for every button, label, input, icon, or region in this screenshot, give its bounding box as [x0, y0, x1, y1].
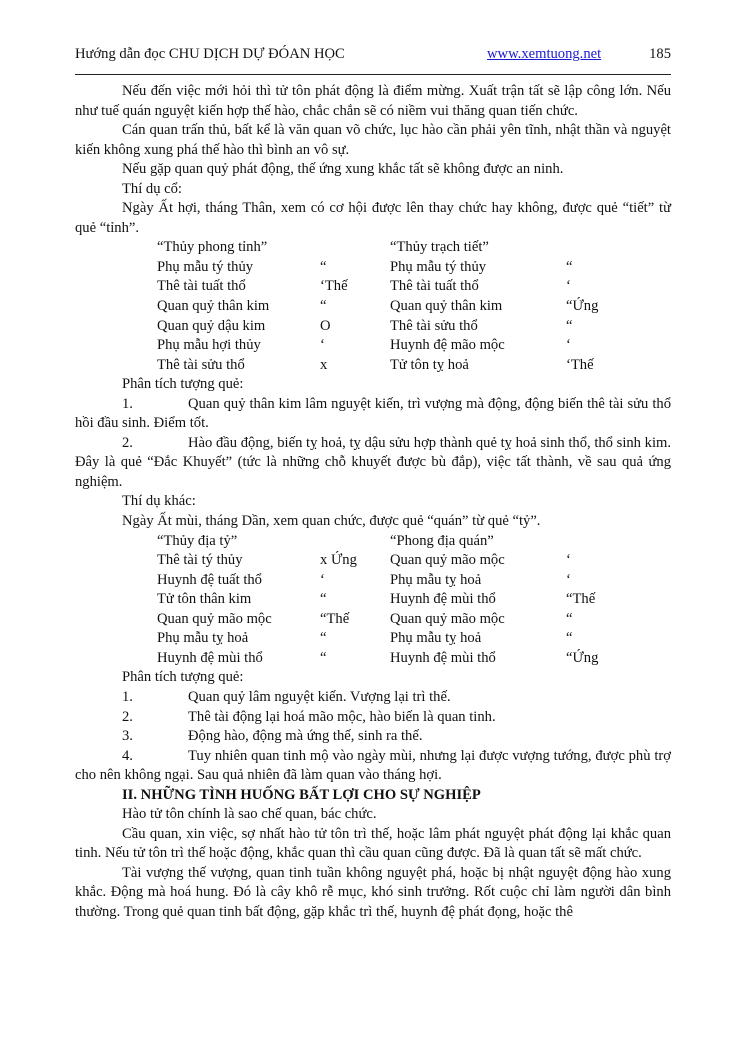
left-line-mark: “	[320, 298, 327, 315]
right-line-label: Quan quỷ thân kim	[390, 298, 503, 315]
hexagram-table	[75, 258, 671, 375]
analysis-item	[75, 395, 671, 434]
item-text: Hào đầu động, biến tỵ hoả, tỵ dậu sửu hợp thành quẻ tỵ hoả sinh thổ, thổ sinh kim. Đây là quẻ “Đắc Khuyết” (tức là những chỗ khuyết được bù đắp), việc tất thành, về sau quả ứng nghiệm.	[75, 434, 671, 490]
right-line-label: Thê tài tuất thổ	[390, 278, 479, 295]
right-line-label: Tử tôn tỵ hoả	[390, 356, 469, 373]
right-line-mark: “Thế	[566, 591, 596, 608]
table-row	[75, 551, 671, 571]
table-row	[75, 571, 671, 591]
right-line-label: Thê tài sửu thổ	[390, 317, 478, 334]
left-line-label: Phụ mẫu tỵ hoả	[157, 630, 249, 647]
left-line-mark: “	[320, 630, 327, 647]
item-number: 4.	[122, 747, 133, 764]
page-body	[75, 82, 671, 923]
left-line-mark: “	[320, 649, 327, 666]
right-line-label: Phụ mẫu tỵ hoả	[390, 571, 482, 588]
left-line-label: Tử tôn thân kim	[157, 591, 252, 608]
right-line-mark: ‘	[566, 552, 571, 569]
right-hexagram-title: “Thủy trạch tiết”	[390, 239, 489, 256]
right-line-mark: “	[566, 610, 573, 627]
table-row	[75, 336, 671, 356]
paragraph: Cán quan trấn thủ, bất kể là văn quan võ chức, lục hào cần phải yên tĩnh, nhật thần và nguyệt kiến không xung phá thế hào thì bình an vô sự.	[75, 122, 671, 158]
book-title: Hướng dẫn đọc CHU DỊCH DỰ ĐÓAN HỌC	[75, 46, 345, 62]
left-hexagram-title: “Thủy địa tỷ”	[157, 532, 238, 549]
left-line-mark: x Ứng	[320, 552, 357, 569]
table-row	[75, 629, 671, 649]
left-line-label: Quan quỷ dậu kim	[157, 317, 266, 334]
item-number: 3.	[122, 728, 133, 745]
left-line-label: Thê tài tuất thổ	[157, 278, 246, 295]
section-heading: II. NHỮNG TÌNH HUỐNG BẤT LỢI CHO SỰ NGHIỆP	[122, 786, 481, 803]
example-label: Thí dụ khác:	[122, 493, 196, 510]
analysis-item	[75, 688, 671, 708]
item-number: 2.	[122, 708, 133, 725]
right-line-mark: “	[566, 317, 573, 334]
left-hexagram-title: “Thủy phong tỉnh”	[157, 239, 268, 256]
left-line-mark: ‘	[320, 571, 325, 588]
analysis-item	[75, 708, 671, 728]
item-number: 2.	[122, 434, 133, 451]
left-line-label: Quan quỷ thân kim	[157, 298, 270, 315]
left-line-label: Quan quỷ mão mộc	[157, 610, 272, 627]
analysis-item	[75, 747, 671, 786]
left-line-mark: ‘	[320, 337, 325, 354]
table-row	[75, 356, 671, 376]
left-line-label: Huynh đệ mùi thổ	[157, 649, 263, 666]
left-line-mark: x	[320, 356, 328, 373]
right-line-mark: “Ứng	[566, 649, 599, 666]
table-row	[75, 610, 671, 630]
right-line-mark: ‘	[566, 278, 571, 295]
right-line-mark: “	[566, 630, 573, 647]
analysis-item	[75, 434, 671, 493]
table-row	[75, 258, 671, 278]
left-line-label: Thê tài sửu thổ	[157, 356, 245, 373]
item-text: Tuy nhiên quan tinh mộ vào ngày mùi, nhưng lại được vượng tướng, được phù trợ cho nên không ngại. Sau quả nhiên đã làm quan vào tháng hợi.	[75, 747, 671, 784]
item-text: Quan quỷ thân kim lâm nguyệt kiến, trì vượng mà động, động biến thê tài sửu thổ hồi đầu sinh. Điểm tốt.	[75, 395, 671, 432]
item-number: 1.	[122, 395, 133, 412]
left-line-label: Phụ mẫu hợi thủy	[157, 337, 261, 354]
table-row	[75, 317, 671, 337]
left-line-mark: O	[320, 317, 331, 334]
paragraph: Nếu đến việc mới hỏi thì tử tôn phát động là điểm mừng. Xuất trận tất sẽ lập công lớn. Nếu như tuế quán nguyệt kiến hợp thế hào, chắc chắn sẽ có niềm vui thăng quan tiến chức.	[75, 83, 671, 119]
left-line-label: Thê tài tý thủy	[157, 552, 243, 569]
right-line-label: Quan quỷ mão mộc	[390, 610, 505, 627]
paragraph: Tài vượng thế vượng, quan tinh tuần không nguyệt phá, hoặc bị nhật nguyệt động hào xung khắc. Động mà hoá hung. Đó là cây khô rễ mục, khó sinh trưởng. Rốt cuộc chỉ làm người dân bình thường. Trong quẻ quan tinh bất động, gặp khắc trì thế, huynh đệ phát đọng, hoặc thê	[75, 864, 671, 920]
right-line-label: Huynh đệ mão mộc	[390, 337, 505, 354]
table-row	[75, 277, 671, 297]
hexagram-table	[75, 551, 671, 668]
left-line-mark: “	[320, 258, 327, 275]
paragraph: Cầu quan, xin việc, sợ nhất hào tử tôn trì thế, hoặc lâm phát nguyệt phát động lại khắc quan tinh. Nếu tử tôn trì thế hoặc động, khắc quan thì cầu quan cũng được. Đã là quan tất sẽ mất chức.	[75, 825, 671, 862]
item-text: Thê tài động lại hoá mão mộc, hào biến là quan tinh.	[188, 708, 496, 725]
left-line-mark: ‘Thế	[320, 278, 348, 295]
hexagram-titles	[75, 238, 671, 258]
analysis-label: Phân tích tượng quẻ:	[122, 376, 244, 393]
right-line-mark: ‘	[566, 571, 571, 588]
right-line-label: Phụ mẫu tỵ hoả	[390, 630, 482, 647]
right-line-label: Huynh đệ mùi thổ	[390, 649, 496, 666]
paragraph: Hào tử tôn chính là sao chế quan, bác chức.	[122, 806, 377, 823]
page-number: 185	[649, 46, 671, 62]
right-line-mark: “Ứng	[566, 298, 599, 315]
table-row	[75, 590, 671, 610]
item-number: 1.	[122, 688, 133, 705]
item-text: Quan quỷ lâm nguyệt kiến. Vượng lại trì thế.	[188, 688, 451, 705]
website-link[interactable]: www.xemtuong.net	[487, 46, 602, 62]
analysis-label: Phân tích tượng quẻ:	[122, 669, 244, 686]
right-line-mark: “	[566, 258, 573, 275]
left-line-label: Huynh đệ tuất thổ	[157, 571, 262, 588]
item-text: Động hào, động mà ứng thế, sinh ra thế.	[188, 728, 423, 745]
page-header	[75, 46, 671, 68]
example-intro: Ngày Ất mùi, tháng Dần, xem quan chức, được quẻ “quán” từ quẻ “tỷ”.	[122, 513, 541, 530]
example-intro: Ngày Ất hợi, tháng Thân, xem có cơ hội được lên thay chức hay không, được quẻ “tiết” từ quẻ “tỉnh”.	[75, 200, 671, 236]
table-row	[75, 297, 671, 317]
example-label: Thí dụ cổ:	[122, 180, 182, 197]
right-line-mark: ‘	[566, 337, 571, 354]
table-row	[75, 649, 671, 669]
analysis-item	[75, 727, 671, 747]
left-line-label: Phụ mẫu tý thủy	[157, 258, 254, 275]
left-line-mark: “Thế	[320, 610, 350, 627]
right-line-mark: ‘Thế	[566, 356, 594, 373]
hexagram-titles	[75, 532, 671, 552]
right-hexagram-title: “Phong địa quán”	[390, 532, 494, 549]
right-line-label: Huynh đệ mùi thổ	[390, 591, 496, 608]
paragraph: Nếu gặp quan quỷ phát động, thế ứng xung khắc tất sẽ không được an ninh.	[122, 161, 564, 178]
header-rule	[75, 74, 671, 75]
left-line-mark: “	[320, 591, 327, 608]
right-line-label: Phụ mẫu tý thủy	[390, 258, 487, 275]
right-line-label: Quan quỷ mão mộc	[390, 552, 505, 569]
